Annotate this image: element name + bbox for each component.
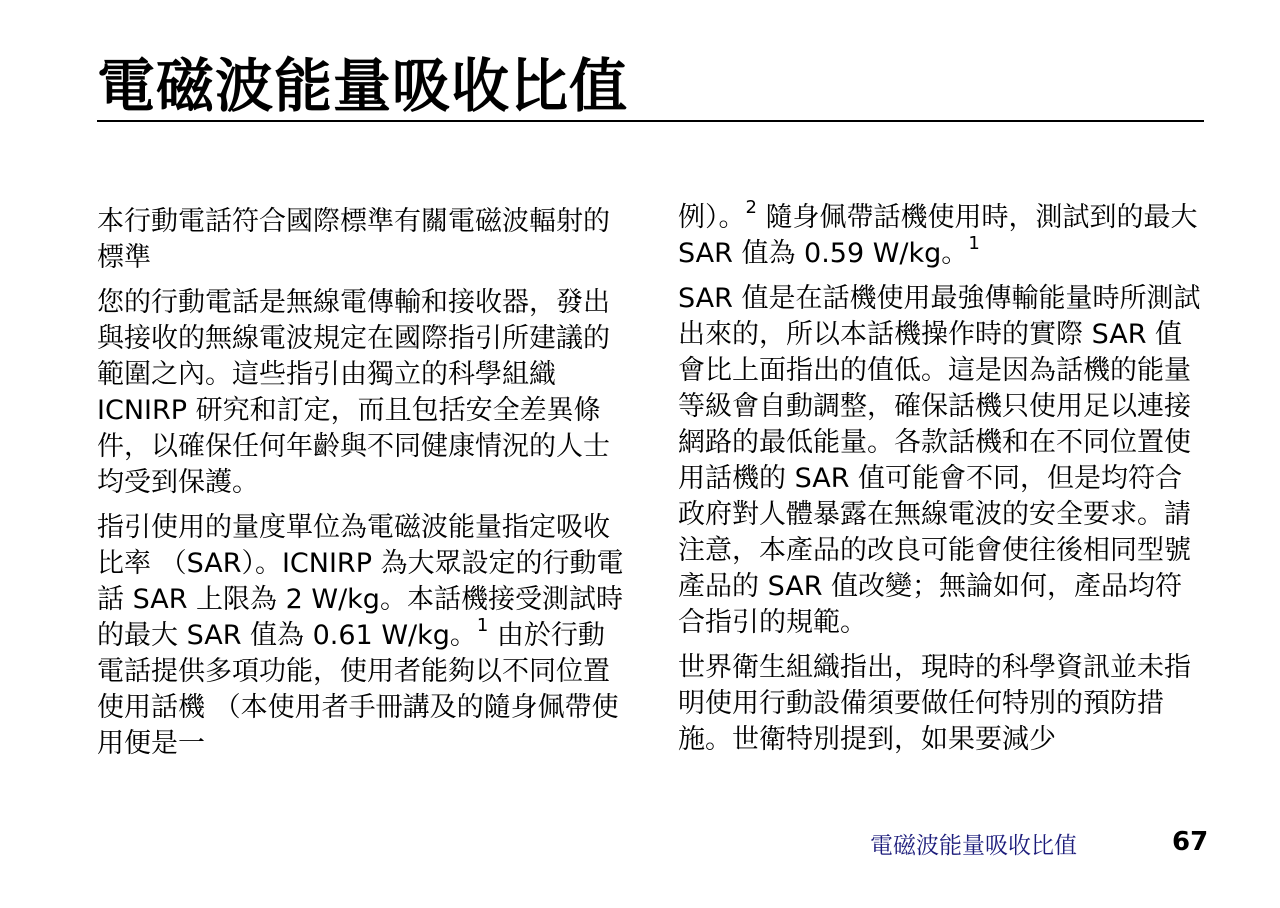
left-paragraph-2-text-a: 指引使用的量度單位為電磁波能量指定吸收比率 （SAR）。ICNIRP 為大眾設定的行動電話 SAR 上限為 2 W/kg。本話機接受測試時的最大 SAR 值為 0.61 W/kg。 <box>97 512 624 651</box>
right-column <box>678 197 1203 758</box>
page-number: 67 <box>1172 827 1209 857</box>
footnote-marker-1: 1 <box>476 615 489 636</box>
right-paragraph-1-text-a: 例）。 <box>678 202 746 233</box>
left-paragraph-2 <box>97 510 627 762</box>
right-paragraph-3: 世界衛生組織指出，現時的科學資訊並未指明使用行動設備須要做任何特別的預防措施。世衛特別提到，如果要減少 <box>678 652 1191 755</box>
footnote-marker-1b: 1 <box>968 233 980 254</box>
right-paragraph-1-text-b: 隨身佩帶話機使用時，測試到的最大 SAR 值為 0.59 W/kg。 <box>678 202 1198 269</box>
left-paragraph-1: 您的行動電話是無線電傳輸和接收器，發出與接收的無線電波規定在國際指引所建議的範圍之內。這些指引由獨立的科學組織 ICNIRP 研究和訂定，而且包括安全差異條件，以確保任何年齡與不同健康情況的人士均受到保護。 <box>97 287 610 498</box>
title-divider <box>97 120 1204 122</box>
page-title: 電磁波能量吸收比值 <box>97 52 629 120</box>
footer-section-title: 電磁波能量吸收比值 <box>870 833 1077 859</box>
left-column <box>97 204 627 762</box>
left-heading: 本行動電話符合國際標準有關電磁波輻射的標準 <box>97 206 610 273</box>
left-paragraph-2-text-b: 由於行動電話提供多項功能，使用者能夠以不同位置使用話機 （本使用者手冊講及的隨身佩帶使用便是一 <box>97 620 619 759</box>
right-paragraph-1 <box>678 197 1203 272</box>
right-paragraph-2: SAR 值是在話機使用最強傳輸能量時所測試出來的，所以本話機操作時的實際 SAR 值會比上面指出的值低。這是因為話機的能量等級會自動調整，確保話機只使用足以連接網路的最低能量。各款話機和在不同位置使用話機的 SAR 值可能會不同，但是均符合政府對人體暴露在無線電波的安全要求。請注意，本產品的改良可能會使往後相同型號產品的 SAR 值改變；無論如何，產品均符合指引的規範。 <box>678 283 1201 638</box>
footnote-marker-2: 2 <box>745 197 757 218</box>
